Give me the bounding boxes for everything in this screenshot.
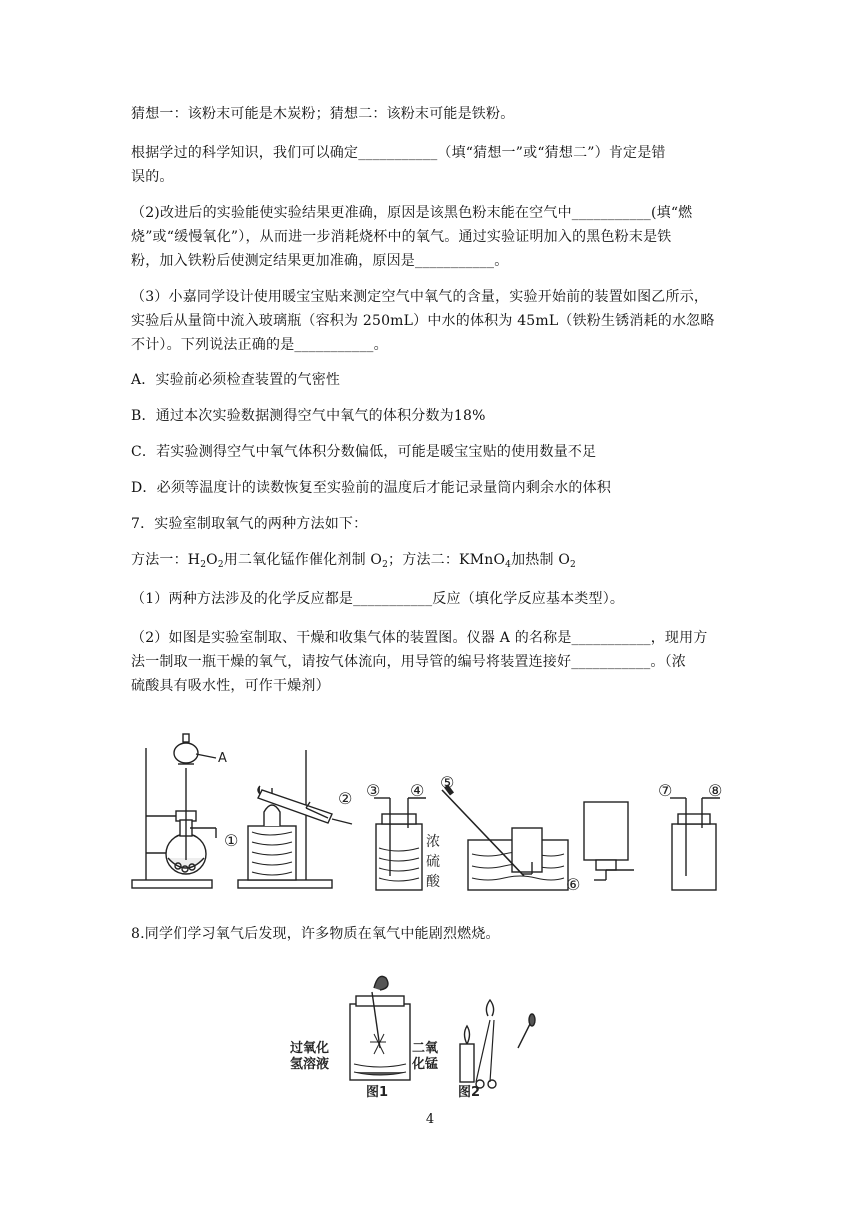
tube-number: ⑥ bbox=[566, 875, 581, 894]
question-7: 7．实验室制取氧气的两种方法如下： bbox=[131, 516, 368, 532]
tube-number: ③ bbox=[366, 781, 381, 800]
tube-number: ⑦ bbox=[658, 781, 673, 800]
question-7-2: （2）如图是实验室制取、干燥和收集气体的装置图。仪器 A 的名称是___________，现用方 bbox=[131, 630, 708, 646]
figure-label: 过氧化 bbox=[290, 1041, 330, 1056]
figure-1-bottle bbox=[350, 976, 410, 1080]
option-d: D．必须等温度计的读数恢复至实验前的温度后才能记录量筒内剩余水的体积 bbox=[131, 480, 612, 496]
figure-2-candle bbox=[460, 1000, 535, 1088]
acid-label: 酸 bbox=[426, 874, 440, 890]
tube-number: ② bbox=[338, 789, 353, 808]
apparatus-6 bbox=[584, 802, 634, 880]
methods-line: 方法一：$H_2O_2$用二氧化锰作催化剂制 $O_2$；方法二：KMnO$_4$加热制 $O_2$ bbox=[131, 552, 576, 570]
option-b: B．通过本次实验数据测得空气中氧气的体积分数为18% bbox=[131, 408, 486, 424]
question-7-2: 硫酸具有吸水性，可作干燥剂） bbox=[131, 678, 330, 694]
figure-label: 二氧 bbox=[412, 1041, 439, 1056]
apparatus-5 bbox=[442, 786, 568, 890]
text-line: 猜想一：该粉末可能是木炭粉；猜想二：该粉末可能是铁粉。 bbox=[131, 106, 515, 122]
apparatus-7-8 bbox=[670, 798, 720, 890]
combustion-figure bbox=[290, 968, 560, 1100]
option-c: C．若实验测得空气中氧气体积分数偏低，可能是暖宝宝贴的使用数量不足 bbox=[131, 444, 597, 460]
text-line: 粉，加入铁粉后使测定结果更加准确，原因是___________。 bbox=[131, 253, 509, 269]
apparatus-1 bbox=[132, 734, 216, 888]
figure-label: 氢溶液 bbox=[290, 1057, 330, 1072]
figure-caption: 图2 bbox=[458, 1085, 481, 1100]
tube-number: ① bbox=[224, 831, 239, 850]
question-8: 8.同学们学习氧气后发现，许多物质在氧气中能剧烈燃烧。 bbox=[131, 926, 500, 942]
figure-caption: 图1 bbox=[366, 1085, 389, 1100]
tube-number: ⑧ bbox=[708, 781, 723, 800]
text-line: 根据学过的科学知识，我们可以确定___________（填“猜想一”或“猜想二”）肯定是错 bbox=[131, 145, 666, 161]
apparatus-2 bbox=[238, 750, 352, 888]
page-number: 4 bbox=[425, 1112, 435, 1127]
text-line: 误的。 bbox=[131, 169, 174, 185]
label-a: A bbox=[218, 751, 227, 766]
text-line: （2)改进后的实验能使实验结果更准确，原因是该黑色粉末能在空气中___________(填“燃 bbox=[131, 205, 693, 221]
option-a: A．实验前必须检查装置的气密性 bbox=[131, 372, 341, 388]
text-line: 不计）。下列说法正确的是___________。 bbox=[131, 337, 388, 353]
question-7-1: （1）两种方法涉及的化学反应都是___________反应（填化学反应基本类型）。 bbox=[131, 591, 625, 607]
tube-number: ⑤ bbox=[440, 773, 455, 792]
question-7-2: 法一制取一瓶干燥的氧气，请按气体流向，用导管的编号将装置连接好___________。（浓 bbox=[131, 654, 686, 670]
text-line: 实验后从量筒中流入玻璃瓶（容积为 250mL）中水的体积为 45mL（铁粉生锈消耗的水忽略 bbox=[131, 313, 715, 329]
text-line: 烧”或“缓慢氧化”），从而进一步消耗烧杯中的氧气。通过实验证明加入的黑色粉末是铁 bbox=[131, 229, 672, 245]
figure-label: 化锰 bbox=[412, 1057, 439, 1072]
text-line: （3）小嘉同学设计使用暖宝宝贴来测定空气中氧气的含量，实验开始前的装置如图乙所示， bbox=[131, 289, 709, 305]
apparatus-3-4 bbox=[374, 798, 426, 890]
acid-label: 硫 bbox=[426, 854, 440, 870]
acid-label: 浓 bbox=[426, 834, 440, 850]
tube-number: ④ bbox=[410, 781, 425, 800]
apparatus-figure bbox=[128, 728, 732, 898]
